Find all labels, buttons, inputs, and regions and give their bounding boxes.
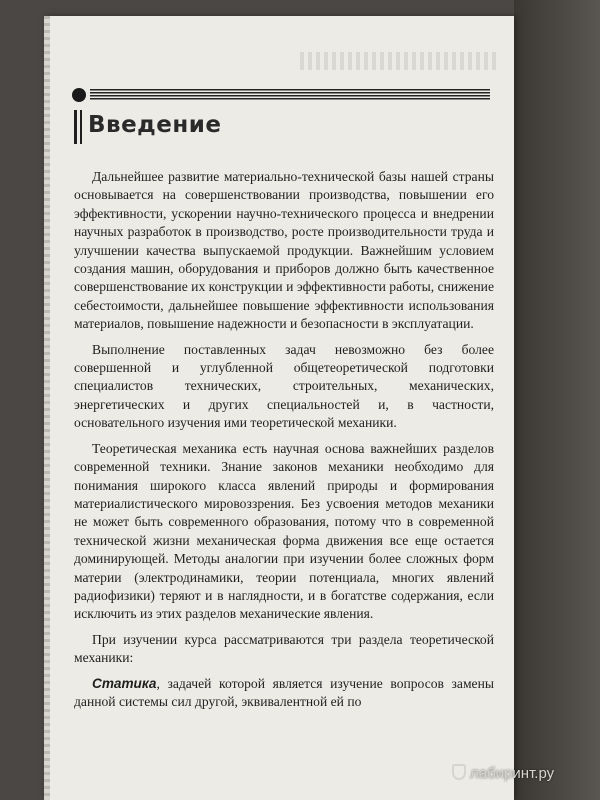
paragraph-3: Теоретическая механика есть научная основа важнейших разделов современной техники. Знание законов механики необходимо для понимания широкого класса явлений природы и формирования материалистического мировоззрения. Без усвоения методов механики не может быть современного образования, потому что в современной технической жизни механическая форма движения все еще остается доминирующей. Методы аналогии при изучении более сложных форм материи (электродинамики, теории потенциала, многих явлений радиофизики) теряют и в наглядности, и в богатстве содержания, если исключить из этих разделов механические явления. — [74, 440, 494, 622]
watermark — [452, 764, 554, 782]
labirint-logo-icon — [452, 764, 466, 780]
header-ornament — [72, 88, 492, 100]
title-rule — [74, 110, 77, 144]
paragraph-1: Дальнейшее развитие материально-технической базы нашей страны основывается на совершенствовании производства, повышении его эффективности, ускорении научно-технического процесса и внедрении научных разработок в производство, росте производительности труда и улучшении качества выпускаемой продукции. Важнейшим условием создания машин, оборудования и приборов должно быть качественное совершенствование их конструкции и эффективности работы, снижение себестоимости, дальнейшее повышение эффективности использования материалов, повышение надежности и безопасности в эксплуатации. — [74, 169, 494, 332]
background-right — [514, 0, 600, 800]
statics-term: Статика — [92, 675, 157, 691]
watermark-text: лабиринт.ру — [470, 765, 555, 782]
paragraph-4: При изучении курса рассматриваются три раздела теоретической механики: — [74, 631, 494, 666]
title-rule-thin — [80, 110, 82, 144]
header-dot — [72, 88, 86, 102]
paragraph-statics — [74, 675, 494, 712]
body-text — [74, 168, 494, 711]
page-binding — [44, 16, 50, 800]
page-title: Введение — [88, 112, 222, 138]
show-through-header — [300, 52, 500, 70]
header-stripes — [90, 89, 490, 101]
statics-text: , задачей которой является изучение вопросов замены данной системы сил другой, эквивалентной ей по — [74, 675, 494, 709]
paragraph-2: Выполнение поставленных задач невозможно без более совершенной и углубленной общетеоретической подготовки специалистов технических, строительных, механических, энергетических и других специальностей и, в частности, основательного изучения ими теоретической механики. — [74, 341, 494, 431]
